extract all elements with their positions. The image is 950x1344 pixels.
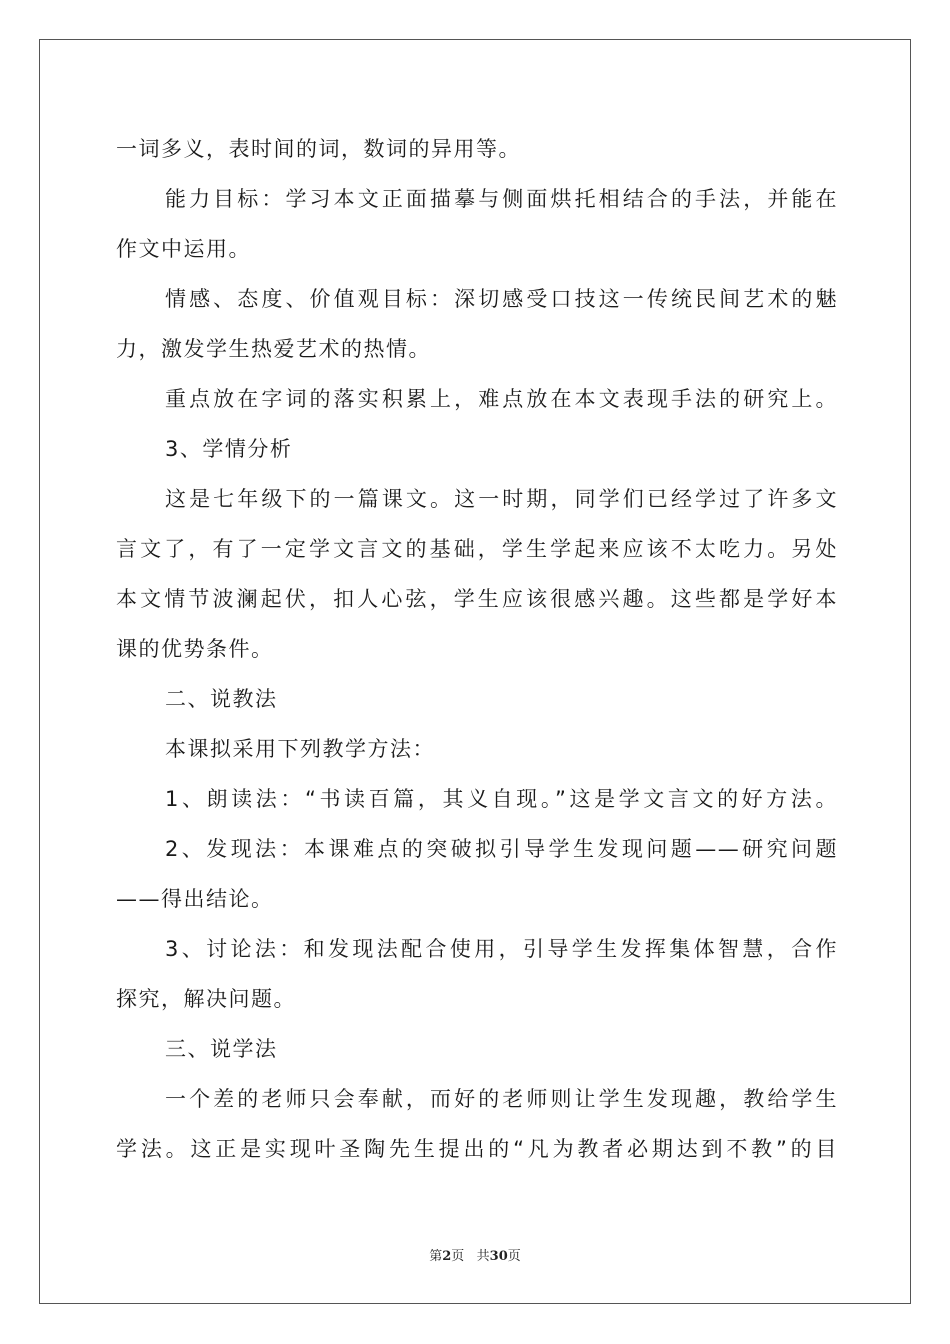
text-line: 力，激发学生热爱艺术的热情。 [116,337,431,361]
page-footer [0,1245,950,1264]
text-line: 这是七年级下的一篇课文。这一时期，同学们已经学过了许多文 [165,487,838,511]
text-line: 学法。这正是实现叶圣陶先生提出的“凡为教者必期达到不教”的目 [116,1137,838,1161]
text-line: 言文了，有了一定学文言文的基础，学生学起来应该不太吃力。另处 [116,537,838,561]
text-line: 作文中运用。 [116,237,251,261]
text-line: 情感、态度、价值观目标：深切感受口技这一传统民间艺术的魅 [165,287,838,311]
page-mid: 页 共 [451,1249,490,1264]
total-page-number: 30 [489,1249,508,1264]
text-line: 本文情节波澜起伏，扣人心弦，学生应该很感兴趣。这些都是学好本 [116,587,838,611]
text-line: 3、讨论法：和发现法配合使用，引导学生发挥集体智慧，合作 [165,937,838,961]
text-line: 1、朗读法：“书读百篇，其义自现。”这是学文言文的好方法。 [165,787,838,811]
text-line: ——得出结论。 [116,887,274,911]
text-line: 一个差的老师只会奉献，而好的老师则让学生发现趣，教给学生 [165,1087,838,1111]
text-line: 本课拟采用下列教学方法： [165,737,435,761]
text-line: 课的优势条件。 [116,637,274,661]
page-suffix: 页 [507,1249,521,1264]
section-heading: 3、学情分析 [165,437,293,461]
text-line: 一词多义，表时间的词，数词的异用等。 [116,137,521,161]
section-heading: 三、说学法 [165,1037,278,1061]
text-line: 探究，解决问题。 [116,987,296,1011]
text-line: 能力目标：学习本文正面描摹与侧面烘托相结合的手法，并能在 [165,187,838,211]
page-prefix: 第 [429,1249,443,1264]
text-line: 重点放在字词的落实积累上，难点放在本文表现手法的研究上。 [165,387,838,411]
section-heading: 二、说教法 [165,687,278,711]
document-body [116,124,838,1174]
current-page-number: 2 [442,1249,452,1264]
text-line: 2、发现法：本课难点的突破拟引导学生发现问题——研究问题 [165,837,838,861]
